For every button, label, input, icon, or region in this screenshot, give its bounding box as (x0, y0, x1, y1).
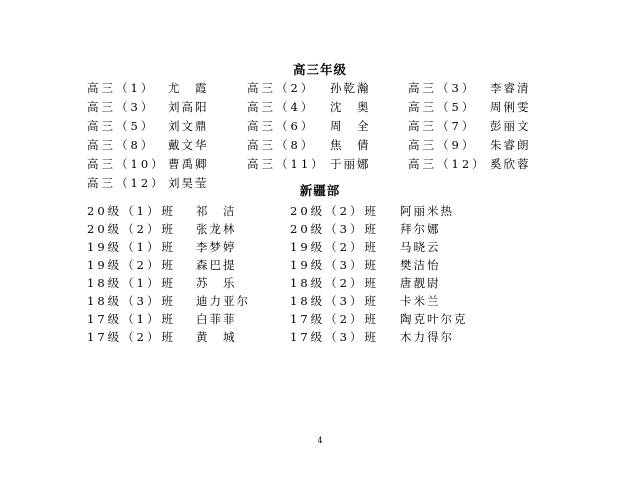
class-label: 18级（1）班 (87, 276, 176, 290)
class-label: 高三（3） (87, 100, 156, 114)
class-label: 17级（1）班 (87, 312, 176, 326)
student-name: 拜尔娜 (400, 222, 441, 236)
student-name: 彭丽文 (490, 119, 531, 133)
student-name: 戴文华 (168, 138, 209, 152)
student-name: 黄 城 (196, 330, 237, 344)
class-label: 18级（3）班 (290, 294, 379, 308)
class-label: 20级（3）班 (290, 222, 379, 236)
class-label: 高三（8） (247, 138, 316, 152)
award-row (0, 329, 640, 345)
student-name: 刘文鼎 (168, 119, 209, 133)
student-name: 刘高阳 (168, 100, 209, 114)
student-name: 奚欣蓉 (490, 157, 531, 171)
student-name: 李睿清 (490, 81, 531, 95)
xinjiang-title: 新疆部 (299, 183, 341, 198)
class-label: 高三（2） (247, 81, 316, 95)
class-label: 高三（6） (247, 119, 316, 133)
award-row (0, 311, 640, 327)
student-name: 朱睿朗 (490, 138, 531, 152)
student-name: 李梦婷 (196, 240, 237, 254)
class-label: 高三（8） (87, 138, 156, 152)
class-label: 17级（2）班 (290, 312, 379, 326)
class-label: 高三（12） (87, 176, 166, 190)
student-name: 祁 洁 (196, 204, 237, 218)
student-name: 沈 奥 (330, 100, 371, 114)
award-row (0, 203, 640, 219)
award-row (0, 293, 640, 309)
student-name: 孙乾瀚 (330, 81, 371, 95)
award-row (0, 257, 640, 273)
student-name: 森巴提 (196, 258, 237, 272)
student-name: 木力得尔 (400, 330, 454, 344)
student-name: 于丽娜 (330, 157, 371, 171)
class-label: 17级（2）班 (87, 330, 176, 344)
page-number: 4 (317, 436, 323, 445)
student-name: 周 全 (330, 119, 371, 133)
student-name: 马晓云 (400, 240, 441, 254)
student-name: 阿丽米热 (400, 204, 454, 218)
class-label: 高三（5） (408, 100, 477, 114)
class-label: 20级（2）班 (290, 204, 379, 218)
class-label: 19级（1）班 (87, 240, 176, 254)
class-label: 高三（5） (87, 119, 156, 133)
class-label: 18级（2）班 (290, 276, 379, 290)
student-name: 迪力亚尔 (196, 294, 250, 308)
class-label: 高三（4） (247, 100, 316, 114)
class-label: 高三（3） (408, 81, 477, 95)
class-label: 17级（3）班 (290, 330, 379, 344)
class-label: 高三（11） (247, 157, 326, 171)
class-label: 高三（10） (87, 157, 166, 171)
student-name: 张龙林 (196, 222, 237, 236)
class-label: 高三（12） (408, 157, 487, 171)
class-label: 19级（2）班 (87, 258, 176, 272)
student-name: 卡米兰 (400, 294, 441, 308)
student-name: 刘昊莹 (168, 176, 209, 190)
class-label: 19级（3）班 (290, 258, 379, 272)
class-label: 19级（2）班 (290, 240, 379, 254)
award-row (0, 221, 640, 237)
class-label: 20级（2）班 (87, 222, 176, 236)
student-name: 尤 霞 (168, 81, 209, 95)
class-label: 高三（9） (408, 138, 477, 152)
student-name: 唐靓尉 (400, 276, 441, 290)
senior3-title: 高三年级 (292, 62, 347, 77)
student-name: 樊洁怡 (400, 258, 441, 272)
class-label: 20级（1）班 (87, 204, 176, 218)
student-name: 焦 倩 (330, 138, 371, 152)
student-name: 曹禹卿 (168, 157, 209, 171)
student-name: 陶克叶尔克 (400, 312, 468, 326)
student-name: 周俐雯 (490, 100, 531, 114)
class-label: 高三（7） (408, 119, 477, 133)
student-name: 白菲菲 (196, 312, 237, 326)
student-name: 苏 乐 (196, 276, 237, 290)
class-label: 高三（1） (87, 81, 156, 95)
award-row (0, 239, 640, 255)
class-label: 18级（3）班 (87, 294, 176, 308)
award-row (0, 275, 640, 291)
